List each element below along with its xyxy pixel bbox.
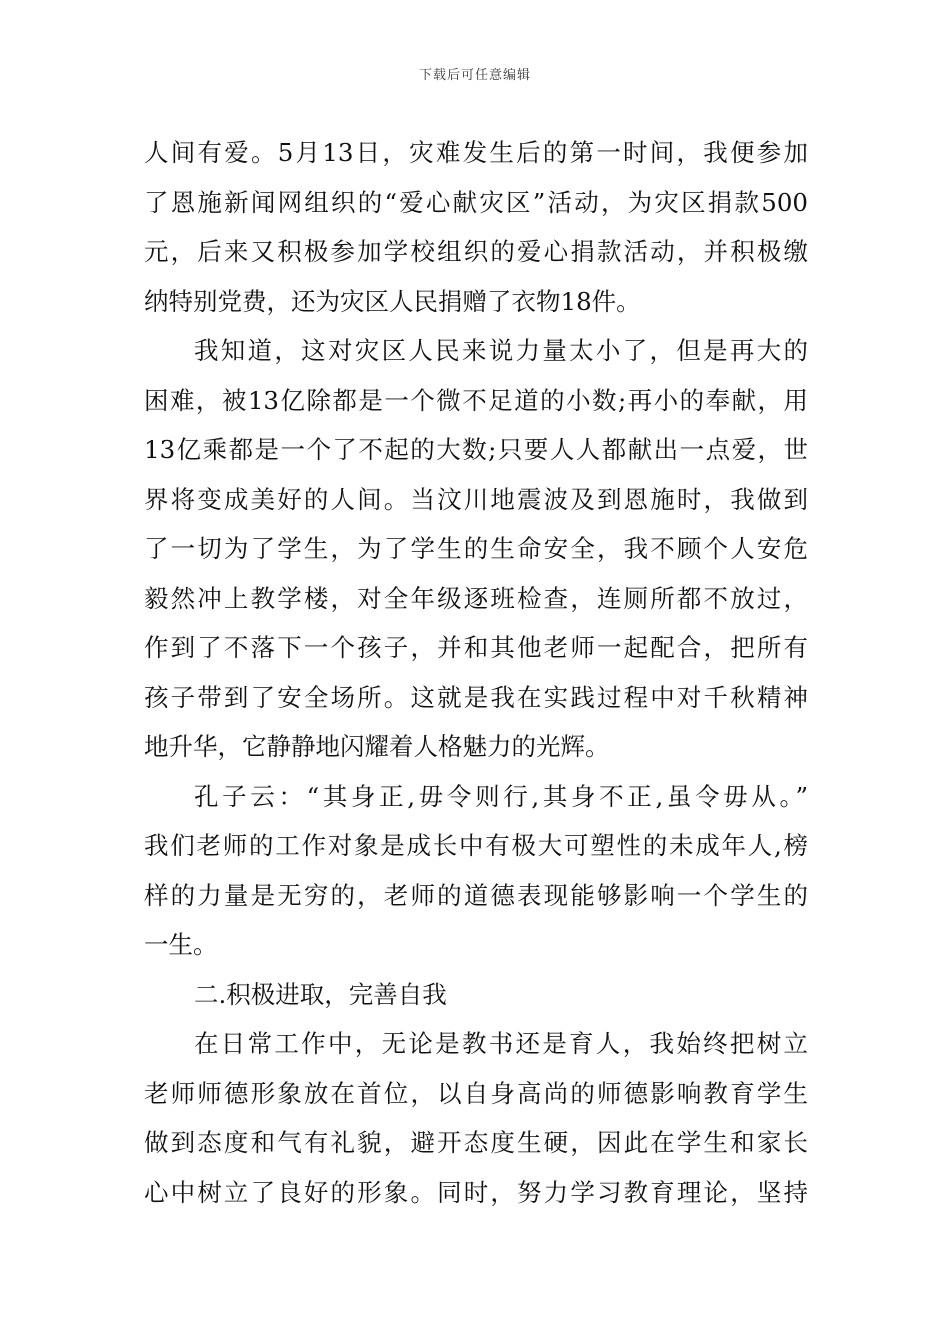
text-line: 了一切为了学生，为了学生的生命安全，我不顾个人安危 — [144, 534, 808, 563]
section-heading-text: 二.积极进取，完善自我 — [194, 979, 447, 1009]
text-line: 在日常工作中，无论是教书还是育人，我始终把树立 — [194, 1029, 808, 1058]
text-line: 孩子带到了安全场所。这就是我在实践过程中对千秋精神 — [144, 682, 808, 712]
text-line: 人间有爱。5月13日，灾难发生后的第一时间，我便参加 — [144, 138, 808, 167]
text-line: 地升华，它静静地闪耀着人格魅力的光辉。 — [144, 732, 610, 761]
text-line: 界将变成美好的人间。当汶川地震波及到恩施时，我做到 — [144, 484, 808, 514]
paragraph — [144, 326, 808, 772]
text-line: 一生。 — [144, 930, 218, 959]
text-line: 了恩施新闻网组织的“爱心献灾区”活动，为灾区捐款500 — [144, 187, 808, 217]
text-line: 元，后来又积极参加学校组织的爱心捐款活动，并积极缴 — [144, 237, 808, 266]
page-header: 下载后可任意编辑 — [418, 68, 531, 83]
text-line: 做到态度和气有礼貌，避开态度生硬，因此在学生和家长 — [144, 1128, 808, 1157]
paragraph — [144, 1019, 808, 1217]
section-heading — [144, 970, 808, 1020]
document-body — [144, 128, 808, 1217]
text-line: 样的力量是无穷的，老师的道德表现能够影响一个学生的 — [144, 880, 808, 910]
text-line: 毅然冲上教学楼，对全年级逐班检查，连厕所都不放过， — [144, 583, 808, 613]
text-line: 心中树立了良好的形象。同时，努力学习教育理论，坚持 — [144, 1177, 808, 1207]
paragraph — [144, 128, 808, 326]
text-line: 我知道，这对灾区人民来说力量太小了，但是再大的 — [194, 336, 808, 365]
text-line: 13亿乘都是一个了不起的大数;只要人人都献出一点爱，世 — [144, 435, 808, 464]
text-line: 纳特别党费，还为灾区人民捐赠了衣物18件。 — [144, 286, 641, 316]
text-line: 我们老师的工作对象是成长中有极大可塑性的未成年人,榜 — [144, 831, 808, 860]
text-line: 困难，被13亿除都是一个微不足道的小数;再小的奉献，用 — [144, 385, 808, 415]
text-line: 老师师德形象放在首位，以自身高尚的师德影响教育学生 — [144, 1078, 808, 1108]
text-line: 孔子云：“其身正,毋令则行,其身不正,虽令毋从。” — [194, 781, 808, 811]
text-line: 作到了不落下一个孩子，并和其他老师一起配合，把所有 — [144, 633, 808, 662]
paragraph — [144, 772, 808, 970]
